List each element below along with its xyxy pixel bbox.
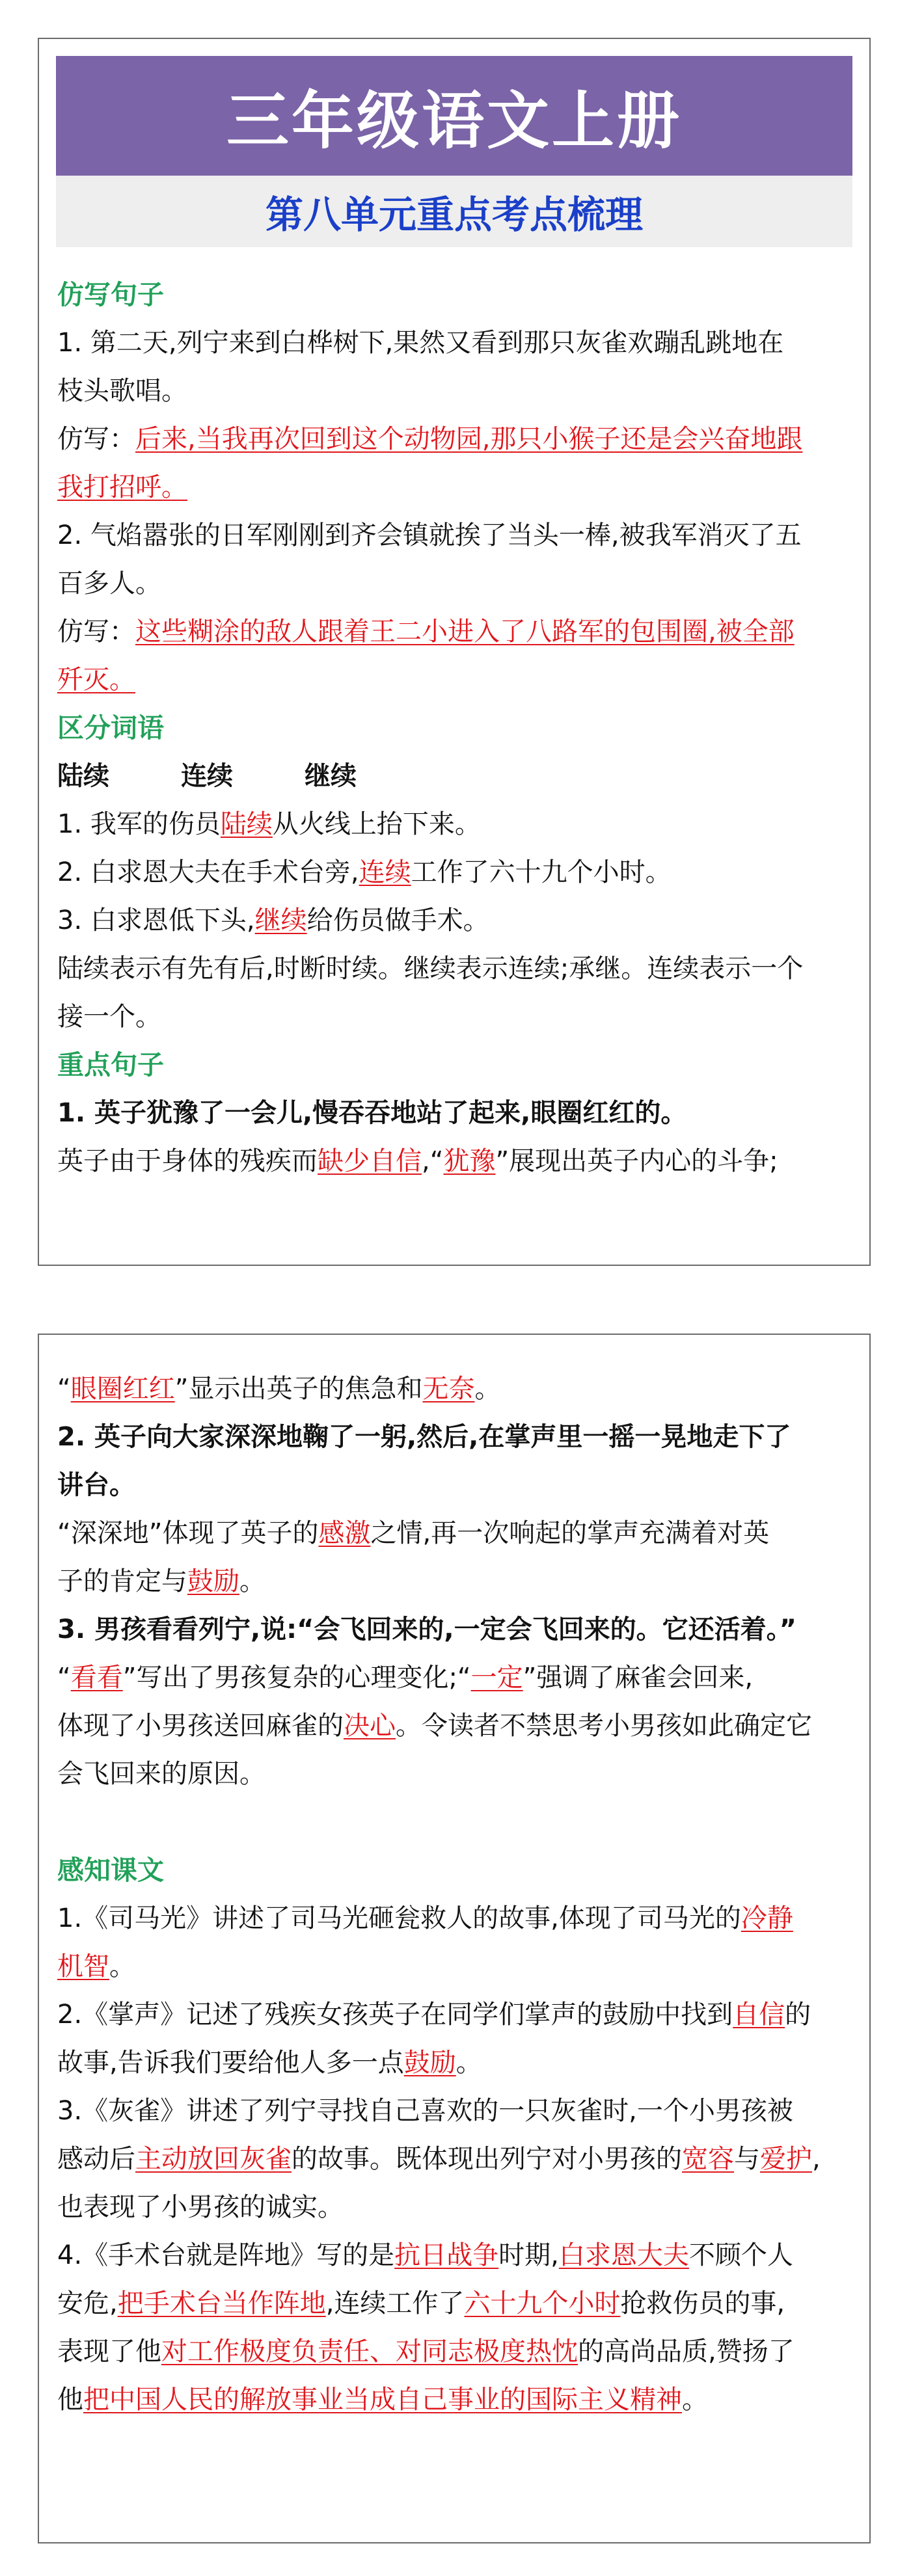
imitation-2 (57, 608, 851, 656)
highlighted-word: 眼圈红红 (70, 1374, 175, 1404)
explanation-text: 英子由于身体的残疾而 (57, 1146, 318, 1176)
perceive-text: 故事,告诉我们要给他人多一点 (57, 2048, 404, 2078)
perceive-text: , (812, 2144, 821, 2174)
perceive-text: 。 (109, 1952, 135, 1981)
highlighted-word: 看看 (70, 1663, 123, 1693)
explanation-text: 子的肯定与 (57, 1566, 187, 1596)
section-heading-key: 重点句子 (57, 1049, 164, 1080)
imitation-answer: 我打招呼。 (57, 472, 187, 502)
highlighted-word: 主动放回灰雀 (135, 2144, 292, 2174)
explanation-text: 。 (474, 1374, 501, 1404)
imitation-1-cont (57, 463, 851, 511)
spacer (57, 1798, 851, 1846)
explanation-text: ”写出了男孩复杂的心理变化;“ (122, 1663, 471, 1693)
key-explanation-1-cont (57, 1365, 851, 1413)
perceive-text: 表现了他 (57, 2337, 161, 2367)
perceive-text: 安危, (57, 2288, 118, 2318)
highlighted-word: 宽容 (682, 2144, 734, 2174)
highlighted-word: 机智 (57, 1952, 109, 1981)
word-group (57, 752, 851, 800)
imitation-1 (57, 415, 851, 463)
perceive-text: 抢救伤员的事, (620, 2288, 785, 2318)
page-card-2 (38, 1334, 871, 2543)
perceive-text: 与 (734, 2144, 760, 2174)
key-sentence-2: 2. 英子向大家深深地鞠了一躬,然后,在掌声里一摇一晃地走下了 (57, 1422, 791, 1452)
key-explanation-1 (57, 1137, 851, 1185)
title-banner (56, 56, 852, 176)
highlighted-word: 一定 (470, 1663, 523, 1693)
sentence-1: 1. 第二天,列宁来到白桦树下,果然又看到那只灰雀欢蹦乱跳地在 (57, 328, 784, 358)
key-explanation-2-cont (57, 1557, 851, 1605)
example-text: 工作了六十九个小时。 (411, 857, 672, 887)
page-subtitle: 第八单元重点考点梳理 (265, 193, 643, 237)
explanation-text: ”显示出英子的焦急和 (174, 1374, 423, 1404)
imitation-label: 仿写： (57, 424, 135, 454)
sentence-2: 2. 气焰嚣张的日军刚刚到齐会镇就挨了当头一棒,被我军消灭了五 (57, 520, 802, 550)
example-text: 2. 白求恩大夫在手术台旁, (57, 857, 359, 887)
example-text: 1. 我军的伤员 (57, 809, 221, 839)
highlighted-word: 抗日战争 (394, 2240, 499, 2270)
perceive-4-l2 (57, 2279, 851, 2328)
section-heading-distinguish: 区分词语 (57, 712, 164, 744)
imitation-label: 仿写： (57, 617, 135, 647)
perceive-2-cont (57, 2039, 851, 2087)
section-heading-imitate: 仿写句子 (57, 279, 164, 310)
key-explanation-2 (57, 1509, 851, 1557)
perceive-3-end: 也表现了小男孩的诚实。 (57, 2192, 344, 2222)
key-sentence-1: 1. 英子犹豫了一会儿,慢吞吞地站了起来,眼圈红红的。 (57, 1098, 687, 1128)
example-text: 从火线上抬下来。 (272, 809, 481, 839)
perceive-text: 。 (456, 2048, 482, 2078)
highlighted-word: 感激 (318, 1518, 371, 1548)
sentence-2-cont: 百多人。 (57, 569, 161, 598)
word-item: 连续 (181, 761, 233, 791)
explanation-text: ”展现出英子内心的斗争; (495, 1146, 778, 1176)
example-2 (57, 848, 851, 896)
highlighted-word: 爱护 (760, 2144, 812, 2174)
highlighted-word: 鼓励 (187, 1566, 239, 1596)
card1-content (39, 271, 869, 1185)
key-sentence-3: 3. 男孩看看列宁,说:“会飞回来的,一定会飞回来的。它还活着。” (57, 1615, 796, 1644)
imitation-2-cont (57, 656, 851, 704)
perceive-1 (57, 1894, 851, 1942)
perceive-text: 4.《手术台就是阵地》写的是 (57, 2240, 395, 2270)
example-1 (57, 800, 851, 848)
highlighted-word: 把中国人民的解放事业当成自己事业的国际主义精神 (83, 2385, 682, 2415)
highlighted-word: 缺少自信 (318, 1146, 422, 1176)
example-text: 3. 白求恩低下头, (57, 906, 255, 935)
word-item: 继续 (305, 761, 357, 791)
perceive-1-cont (57, 1942, 851, 1991)
highlighted-word: 鼓励 (403, 2048, 456, 2078)
perceive-text: 的高尚品质,赞扬了 (578, 2337, 795, 2367)
explanation-text: 之情,再一次响起的掌声充满着对英 (370, 1518, 770, 1548)
perceive-3: 3.《灰雀》讲述了列宁寻找自己喜欢的一只灰雀时,一个小男孩被 (57, 2096, 793, 2126)
key-explanation-3-end: 会飞回来的原因。 (57, 1759, 265, 1789)
sentence-1-cont: 枝头歌唱。 (57, 376, 187, 406)
key-sentence-2-cont: 讲台。 (57, 1470, 135, 1500)
perceive-text: 2.《掌声》记述了残疾女孩英子在同学们掌声的鼓励中找到 (57, 2000, 733, 2030)
word-note: 陆续表示有先有后,时断时续。继续表示连续;承继。连续表示一个 (57, 954, 804, 984)
highlighted-word: 白求恩大夫 (558, 2240, 689, 2270)
highlighted-word: 对工作极度负责任、对同志极度热忱 (161, 2337, 578, 2367)
highlighted-word: 犹豫 (443, 1146, 496, 1176)
perceive-text: 他 (57, 2385, 83, 2415)
highlighted-word: 连续 (359, 857, 411, 887)
explanation-text: 。 (239, 1566, 265, 1596)
imitation-answer: 这些糊涂的敌人跟着王二小进入了八路军的包围圈,被全部 (135, 617, 795, 647)
perceive-text: 1.《司马光》讲述了司马光砸瓮救人的故事,体现了司马光的 (57, 1903, 741, 1933)
key-explanation-3-cont (57, 1702, 851, 1750)
highlighted-word: 决心 (344, 1711, 396, 1741)
highlighted-word: 冷静 (741, 1903, 793, 1933)
example-3 (57, 896, 851, 945)
explanation-text: “深深地”体现了英子的 (57, 1518, 319, 1548)
perceive-2 (57, 1991, 851, 2039)
page-title: 三年级语文上册 (226, 84, 682, 157)
example-text: 给伤员做手术。 (306, 906, 489, 935)
imitation-answer: 后来,当我再次回到这个动物园,那只小猴子还是会兴奋地跟 (135, 424, 803, 454)
word-item: 陆续 (57, 761, 109, 791)
highlighted-word: 把手术台当作阵地 (117, 2288, 326, 2318)
perceive-4-l4 (57, 2376, 851, 2424)
highlighted-word: 陆续 (220, 809, 273, 839)
explanation-text: 体现了小男孩送回麻雀的 (57, 1711, 344, 1741)
highlighted-word: 继续 (254, 906, 307, 935)
perceive-text: ,连续工作了 (325, 2288, 465, 2318)
perceive-4 (57, 2231, 851, 2279)
perceive-text: 的 (785, 2000, 811, 2030)
explanation-text: ,“ (422, 1146, 444, 1176)
explanation-text: “ (57, 1374, 71, 1404)
perceive-text: 的故事。既体现出列宁对小男孩的 (292, 2144, 682, 2174)
explanation-text: “ (57, 1663, 71, 1693)
perceive-text: 不顾个人 (688, 2240, 793, 2270)
word-note-cont: 接一个。 (57, 1002, 161, 1032)
explanation-text: ”强调了麻雀会回来, (523, 1663, 754, 1693)
perceive-text: 感动后 (57, 2144, 135, 2174)
key-explanation-3 (57, 1654, 851, 1702)
perceive-text: 时期, (498, 2240, 559, 2270)
highlighted-word: 六十九个小时 (464, 2288, 621, 2318)
imitation-answer: 歼灭。 (57, 665, 135, 695)
highlighted-word: 无奈 (422, 1374, 475, 1404)
page-card-1 (38, 38, 871, 1266)
section-heading-perceive: 感知课文 (57, 1855, 164, 1886)
perceive-text: 。 (682, 2385, 708, 2415)
card2-content (39, 1365, 869, 2424)
explanation-text: 。令读者不禁思考小男孩如此确定它 (396, 1711, 812, 1741)
subtitle-banner (56, 176, 852, 247)
perceive-3-cont (57, 2135, 851, 2183)
perceive-4-l3 (57, 2328, 851, 2376)
highlighted-word: 自信 (733, 2000, 785, 2030)
